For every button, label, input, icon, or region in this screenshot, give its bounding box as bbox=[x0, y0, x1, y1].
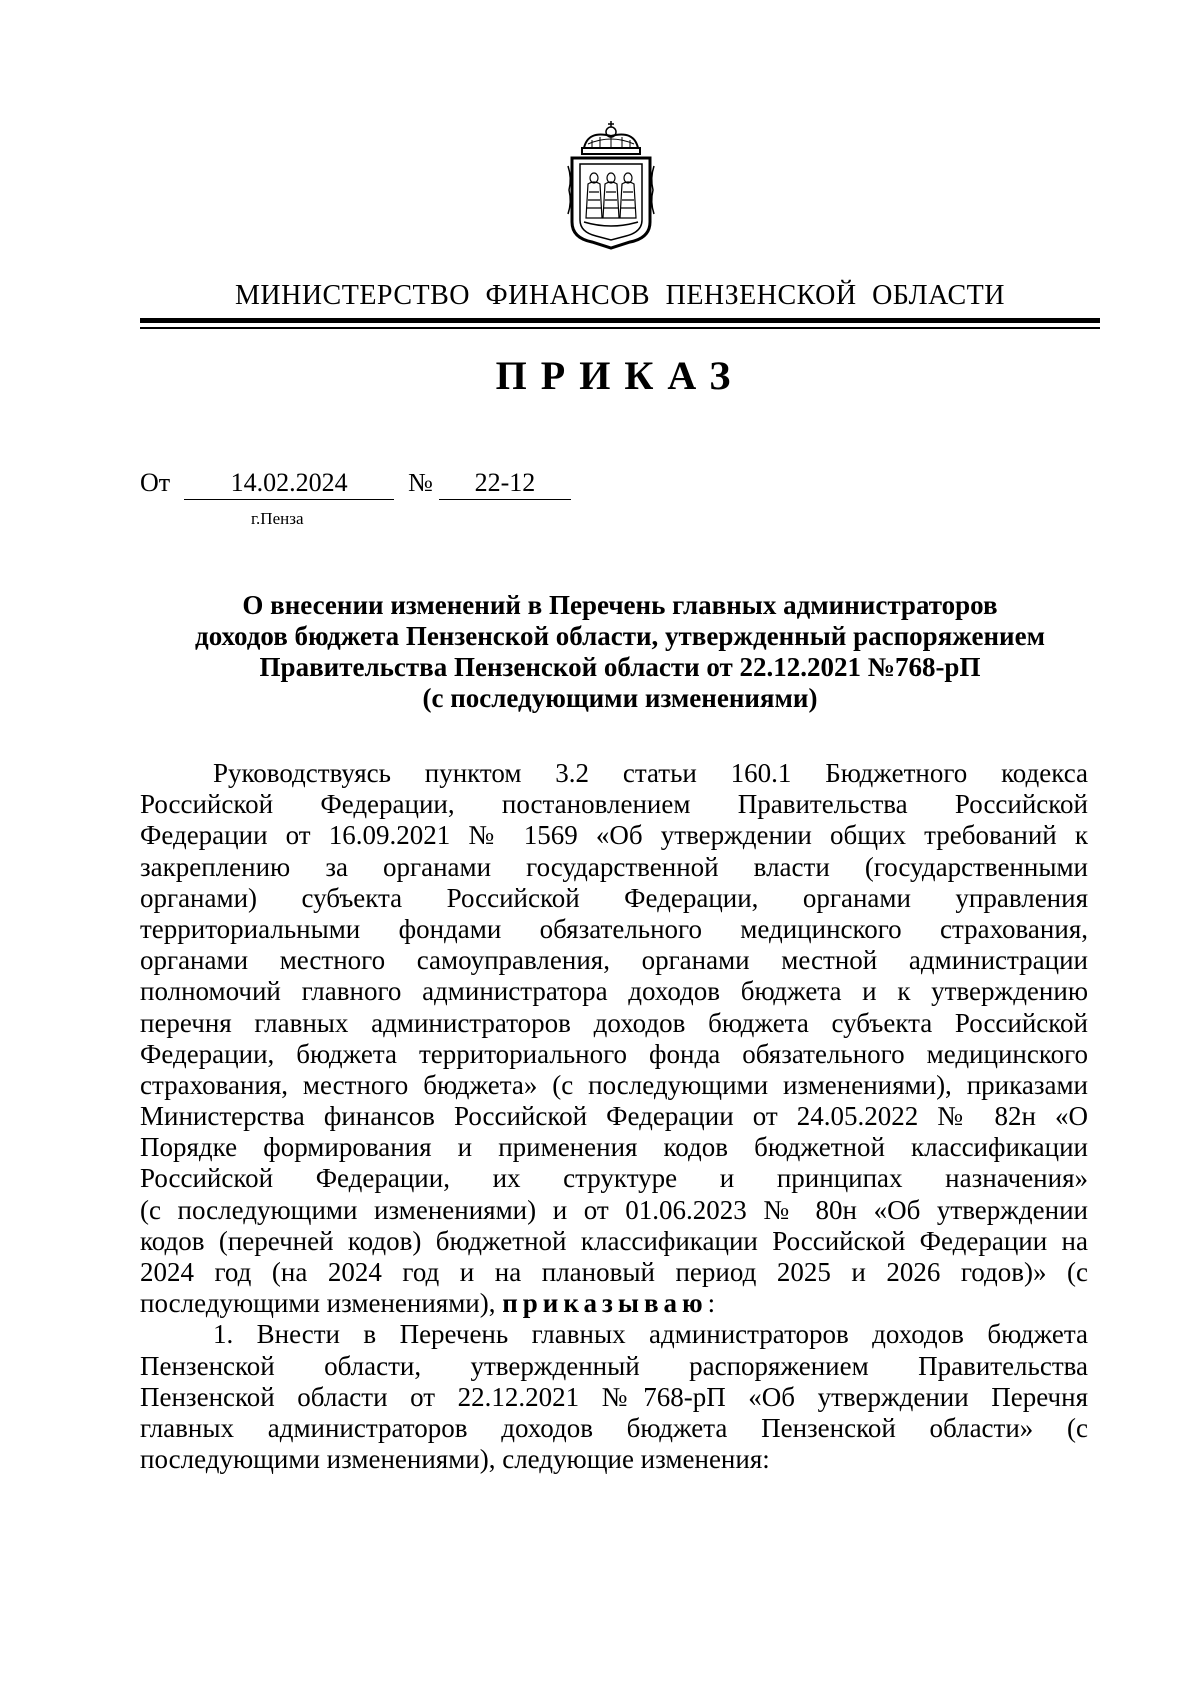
body-line: территориальными фондами обязательного медицинского страхования, bbox=[140, 913, 1088, 944]
document-subject bbox=[140, 590, 1100, 714]
city-label: г.Пенза bbox=[251, 509, 304, 528]
body-line: последующими изменениями), следующие изменения: bbox=[140, 1444, 770, 1475]
document-body bbox=[140, 758, 1088, 1475]
body-line: органами местного самоуправления, органами местной администрации bbox=[140, 945, 1088, 976]
document-date: 14.02.2024 bbox=[184, 467, 394, 500]
body-line: главных администраторов доходов бюджета Пензенской области» (с bbox=[140, 1412, 1088, 1443]
body-line: Руководствуясь пунктом 3.2 статьи 160.1 Бюджетного кодекса bbox=[213, 758, 1088, 788]
order-clause-prefix: последующими изменениями), bbox=[140, 1288, 503, 1319]
header-rule-thick bbox=[140, 318, 1100, 323]
body-line: закреплению за органами государственной власти (государственными bbox=[140, 851, 1088, 882]
body-line: Российской Федерации, постановлением Правительства Российской bbox=[140, 789, 1088, 820]
body-line: Министерства финансов Российской Федерации от 24.05.2022 № 82н «О bbox=[140, 1101, 1088, 1132]
date-number-row bbox=[140, 467, 571, 500]
document-number: 22-12 bbox=[439, 467, 571, 500]
body-line: Пензенской области, утвержденный распоряжением Правительства bbox=[140, 1350, 1088, 1381]
subject-line: О внесении изменений в Перечень главных администраторов bbox=[242, 590, 998, 620]
subject-line: доходов бюджета Пензенской области, утвержденный распоряжением bbox=[195, 621, 1045, 651]
body-line: страхования, местного бюджета» (с последующими изменениями), приказами bbox=[140, 1069, 1088, 1100]
body-line: Пензенской области от 22.12.2021 №768-рП «Об утверждении Перечня bbox=[140, 1381, 1088, 1412]
body-line: кодов (перечней кодов) бюджетной классификации Российской Федерации на bbox=[140, 1225, 1088, 1256]
body-line: 1. Внести в Перечень главных администраторов доходов бюджета bbox=[213, 1319, 1088, 1350]
body-line: Федерации, бюджета территориального фонда обязательного медицинского bbox=[140, 1038, 1088, 1069]
body-line: (с последующими изменениями) и от 01.06.2023 № 80н «Об утверждении bbox=[140, 1194, 1088, 1225]
body-line: Порядке формирования и применения кодов бюджетной классификации bbox=[140, 1132, 1088, 1163]
number-label: № bbox=[408, 468, 433, 497]
body-line: Федерации от 16.09.2021 № 1569 «Об утверждении общих требований к bbox=[140, 820, 1088, 851]
body-line-order-clause bbox=[140, 1288, 1088, 1319]
ministry-name: МИНИСТЕРСТВО ФИНАНСОВ ПЕНЗЕНСКОЙ ОБЛАСТИ bbox=[234, 280, 1006, 311]
body-line: Российской Федерации, их структуре и принципах назначения» bbox=[140, 1163, 1088, 1194]
order-keyword: приказываю bbox=[502, 1288, 708, 1319]
header-rule-thin bbox=[140, 327, 1100, 329]
body-line: органами) субъекта Российской Федерации, органами управления bbox=[140, 882, 1088, 913]
subject-line: (с последующими изменениями) bbox=[422, 683, 818, 713]
body-line: перечня главных администраторов доходов бюджета субъекта Российской bbox=[140, 1007, 1088, 1038]
document-type-title: ПРИКАЗ bbox=[495, 353, 745, 398]
from-label: От bbox=[140, 468, 171, 497]
body-line: полномочий главного администратора доходов бюджета и к утверждению bbox=[140, 976, 1088, 1007]
body-line: 2024 год (на 2024 год и на плановый период 2025 и 2026 годов)» (с bbox=[140, 1257, 1088, 1287]
subject-line: Правительства Пензенской области от 22.12.2021 №768-рП bbox=[259, 652, 981, 682]
order-clause-suffix: : bbox=[707, 1288, 716, 1319]
coat-of-arms-emblem bbox=[566, 118, 656, 252]
